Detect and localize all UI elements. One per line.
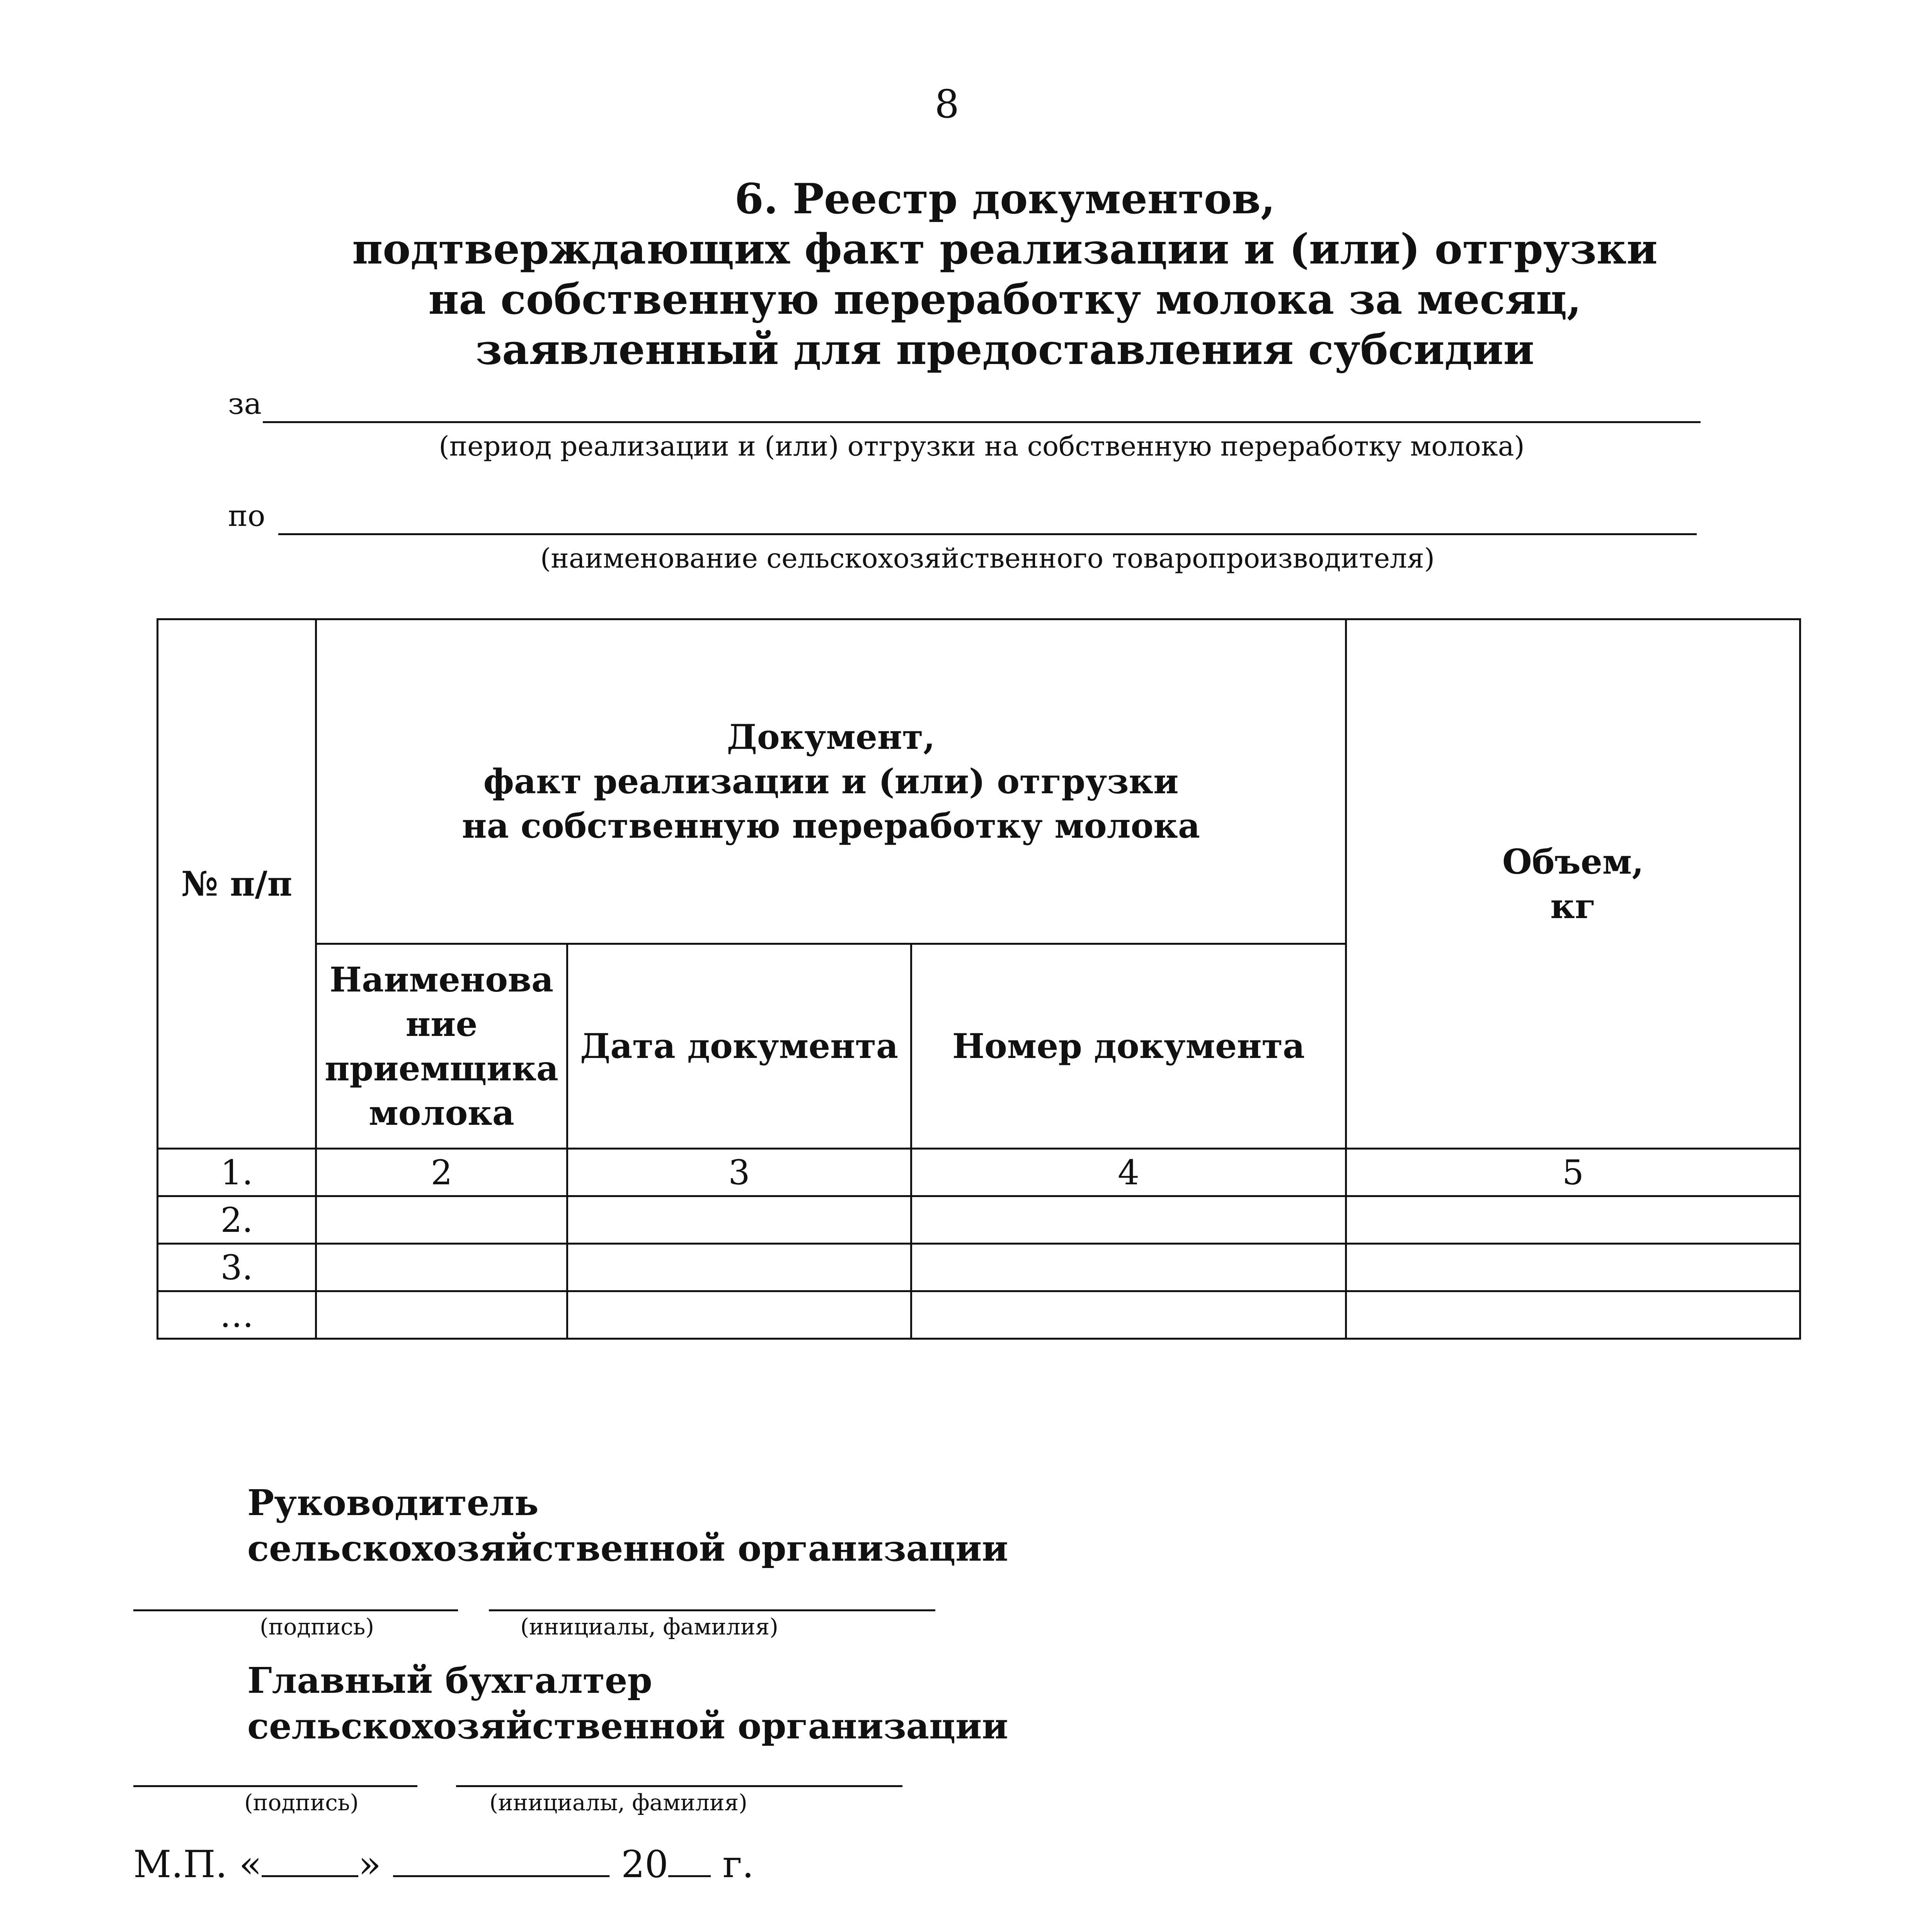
accountant-title-line: Главный бухгалтер: [247, 1660, 652, 1701]
producer-caption: (наименование сельскохозяйственного товаропроизводителя): [540, 543, 1435, 574]
header-document-group: [316, 619, 1346, 944]
stamp-date-line: [133, 1839, 754, 1889]
table-row: [158, 1244, 1800, 1291]
head-name-caption: (инициалы, фамилия): [520, 1614, 778, 1640]
header-volume-line: кг: [1550, 886, 1596, 926]
accountant-signature-line[interactable]: [133, 1785, 417, 1787]
table-row: [158, 1196, 1800, 1244]
accountant-name-line[interactable]: [456, 1785, 902, 1787]
head-signature-line[interactable]: [133, 1609, 458, 1611]
table-cell[interactable]: [1346, 1196, 1800, 1244]
title-line: подтверждающих факт реализации и (или) отгрузки: [352, 225, 1658, 274]
header-date: Дата документа: [567, 944, 911, 1149]
header-doc-number: Номер документа: [911, 944, 1346, 1149]
title-line: 6. Реестр документов,: [734, 175, 1275, 223]
header-document-line: Документ,: [727, 717, 935, 757]
head-name-line[interactable]: [489, 1609, 935, 1611]
table-row: [158, 1291, 1800, 1339]
year-suffix: г.: [722, 1843, 754, 1886]
month-blank[interactable]: [393, 1844, 609, 1877]
close-quote: »: [358, 1843, 381, 1886]
year-prefix: 20: [621, 1843, 669, 1886]
header-receiver-line: ние: [405, 1003, 478, 1044]
producer-input-line[interactable]: [278, 533, 1697, 535]
head-title-line: Руководитель: [247, 1482, 539, 1524]
header-document-line: на собственную переработку молока: [462, 806, 1200, 846]
table-cell[interactable]: [567, 1244, 911, 1291]
head-sign-caption: (подпись): [260, 1614, 374, 1640]
header-volume: [1346, 619, 1800, 1149]
table-cell[interactable]: [911, 1196, 1346, 1244]
accountant-title-line: сельскохозяйственной организации: [247, 1705, 1008, 1747]
header-receiver-line: Наименова: [329, 959, 554, 1000]
table-cell[interactable]: [316, 1291, 567, 1339]
numbering-cell: 5: [1346, 1149, 1800, 1196]
row-number: 3.: [158, 1244, 316, 1291]
header-receiver-line: приемщика: [325, 1048, 558, 1088]
table-cell[interactable]: [911, 1291, 1346, 1339]
page-number: 8: [935, 82, 959, 127]
head-title-line: сельскохозяйственной организации: [247, 1527, 1008, 1569]
numbering-cell: 1.: [158, 1149, 316, 1196]
table-cell[interactable]: [1346, 1244, 1800, 1291]
numbering-row: [158, 1149, 1800, 1196]
accountant-title: [247, 1658, 1008, 1749]
table-cell[interactable]: [911, 1244, 1346, 1291]
form-title: [348, 174, 1662, 375]
header-receiver-line: молока: [369, 1092, 514, 1133]
head-title: [247, 1480, 1008, 1571]
day-blank[interactable]: [262, 1844, 358, 1877]
row-number: …: [158, 1291, 316, 1339]
title-line: на собственную переработку молока за месяц,: [428, 275, 1582, 324]
numbering-cell: 3: [567, 1149, 911, 1196]
period-input-line[interactable]: [263, 421, 1701, 423]
title-line: заявленный для предоставления субсидии: [475, 325, 1534, 374]
numbering-cell: 4: [911, 1149, 1346, 1196]
header-volume-line: Объем,: [1502, 841, 1644, 882]
numbering-cell: 2: [316, 1149, 567, 1196]
registry-table: [157, 618, 1801, 1340]
table-cell[interactable]: [567, 1291, 911, 1339]
header-document-line: факт реализации и (или) отгрузки: [483, 761, 1179, 801]
table-cell[interactable]: [316, 1244, 567, 1291]
table-cell[interactable]: [316, 1196, 567, 1244]
year-blank[interactable]: [668, 1844, 711, 1877]
period-label: за: [228, 386, 262, 421]
table-cell[interactable]: [1346, 1291, 1800, 1339]
row-number: 2.: [158, 1196, 316, 1244]
table-cell[interactable]: [567, 1196, 911, 1244]
stamp-label: М.П.: [133, 1843, 228, 1886]
header-receiver: [316, 944, 567, 1149]
accountant-sign-caption: (подпись): [244, 1789, 359, 1816]
producer-label: по: [228, 498, 266, 533]
open-quote: «: [239, 1843, 262, 1886]
period-caption: (период реализации и (или) отгрузки на собственную переработку молока): [439, 430, 1525, 462]
header-number: № п/п: [158, 619, 316, 1149]
accountant-name-caption: (инициалы, фамилия): [489, 1789, 747, 1816]
